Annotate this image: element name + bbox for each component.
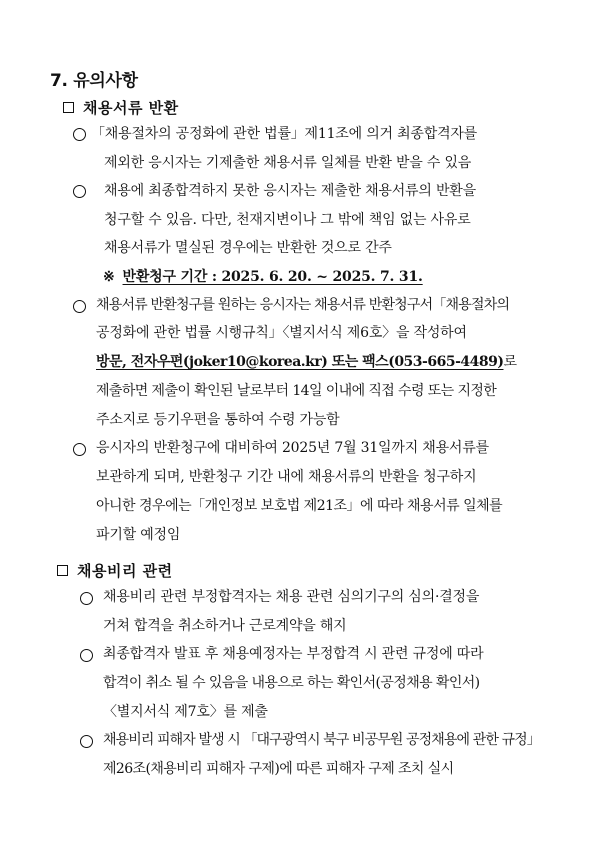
item-line: 주소지로 등기우편을 통하여 수령 가능함 <box>96 412 340 428</box>
circle-bullet-icon <box>73 128 86 141</box>
item-line: 채용에 최종합격하지 못한 응시자는 제출한 채용서류의 반환을 <box>104 183 476 199</box>
section-heading-text: 채용비리 관련 <box>77 562 173 580</box>
section-heading-hiring-corruption <box>57 560 173 581</box>
circle-bullet-icon <box>73 443 86 456</box>
item-line: 공정화에 관한 법률 시행규칙」〈별지서식 제6호〉을 작성하여 <box>96 325 467 341</box>
circle-bullet-icon <box>80 592 93 605</box>
item-line: 채용서류가 멸실된 경우에는 반환한 것으로 간주 <box>104 240 392 256</box>
section-heading-document-return <box>63 97 179 118</box>
item-line: 제26조(채용비리 피해자 구제)에 따른 피해자 구제 조치 실시 <box>103 761 454 777</box>
square-bullet-icon <box>63 102 74 113</box>
reference-mark-icon: ※ <box>103 269 115 285</box>
section-heading-text: 채용서류 반환 <box>83 99 179 117</box>
circle-bullet-icon <box>80 649 93 662</box>
item-line: 아니한 경우에는「개인정보 보호법 제21조」에 따라 채용서류 일체를 <box>96 498 503 514</box>
item-line: 〈별지서식 제7호〉를 제출 <box>103 704 268 720</box>
section-title: 7. 유의사항 <box>50 71 138 91</box>
item-line: 「채용절차의 공정화에 관한 법률」제11조에 의거 최종합격자를 <box>91 126 478 142</box>
item-line: 제외한 응시자는 기제출한 채용서류 일체를 반환 받을 수 있음 <box>104 155 472 171</box>
contact-methods: 방문, 전자우편(joker10@korea.kr) 또는 팩스(053-665-4489) <box>96 354 504 370</box>
circle-bullet-icon <box>73 300 86 313</box>
item-line: 보관하게 되며, 반환청구 기간 내에 채용서류의 반환을 청구하지 <box>96 469 477 485</box>
item-line: 채용비리 피해자 발생 시 「대구광역시 북구 비공무원 공정채용에 관한 규정」 <box>103 732 540 748</box>
item-line: 청구할 수 있음. 다만, 천재지변이나 그 밖에 책임 없는 사유로 <box>104 212 471 228</box>
item-line: 채용비리 관련 부정합격자는 채용 관련 심의기구의 심의·결정을 <box>103 589 480 605</box>
square-bullet-icon <box>57 565 68 576</box>
circle-bullet-icon <box>73 185 86 198</box>
item-line: 합격이 취소 될 수 있음을 내용으로 하는 확인서(공정채용 확인서) <box>103 675 480 691</box>
item-line-contact <box>96 352 517 372</box>
item-line: 거쳐 합격을 취소하거나 근로계약을 해지 <box>103 618 347 634</box>
item-line: 채용서류 반환청구를 원하는 응시자는 채용서류 반환청구서「채용절차의 <box>96 297 510 313</box>
item-line: 제출하면 제출이 확인된 날로부터 14일 이내에 직접 수령 또는 지정한 <box>96 383 497 399</box>
item-line: 응시자의 반환청구에 대비하여 2025년 7월 31일까지 채용서류를 <box>96 440 489 456</box>
item-line: 파기할 예정임 <box>96 527 181 543</box>
circle-bullet-icon <box>80 735 93 748</box>
return-period-text: 반환청구 기간 : 2025. 6. 20. ~ 2025. 7. 31. <box>122 269 423 285</box>
contact-suffix: 로 <box>503 354 517 370</box>
item-line: 최종합격자 발표 후 채용예정자는 부정합격 시 관련 규정에 따라 <box>103 646 484 662</box>
return-period-note <box>103 266 423 286</box>
